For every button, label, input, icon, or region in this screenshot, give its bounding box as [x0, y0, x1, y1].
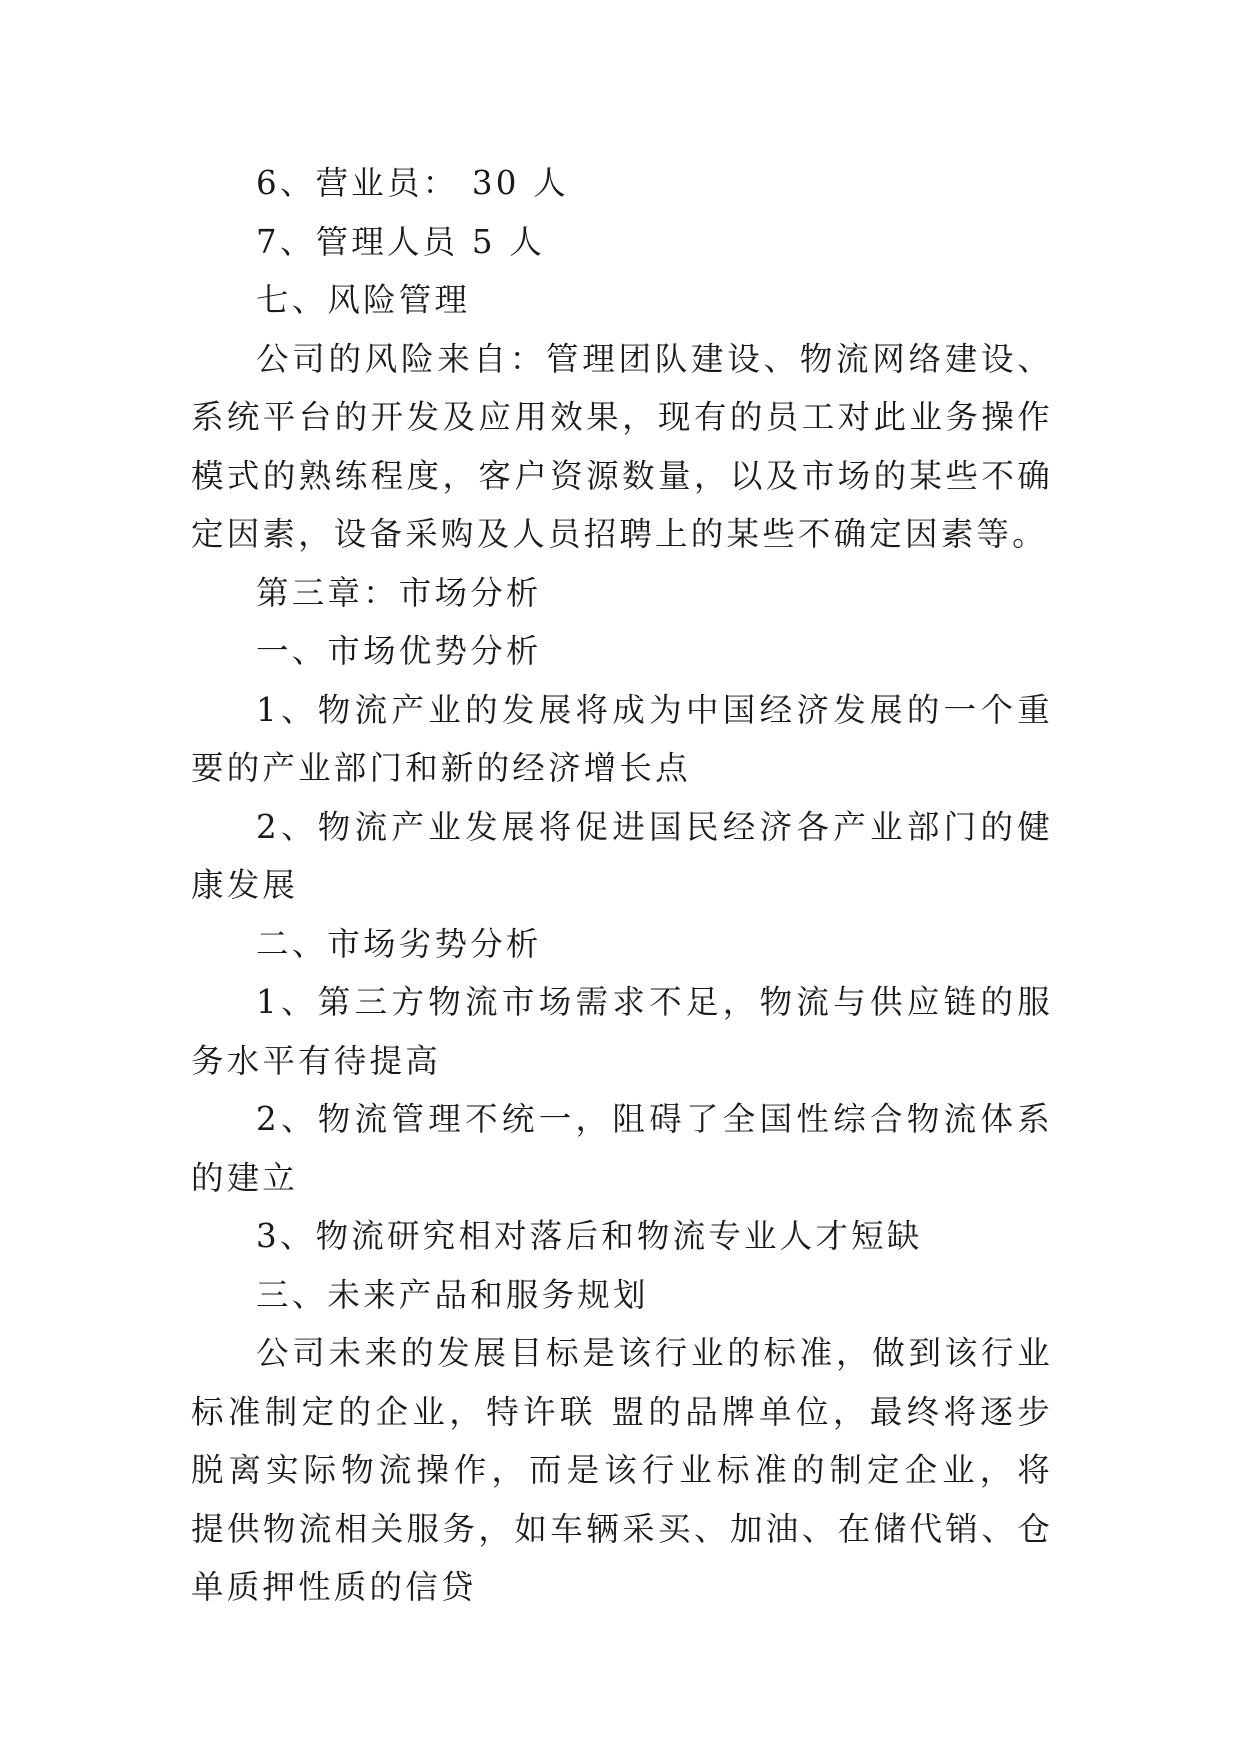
- section-heading-market-disadvantages: 二、市场劣势分析: [256, 924, 542, 963]
- section-heading-future-plans: 三、未来产品和服务规划: [256, 1275, 649, 1314]
- disadvantage-item-3: 3、物流研究相对落后和物流专业人才短缺: [256, 1217, 923, 1255]
- advantage-item-1: 1、物流产业的发展将成为中国经济发展的一个重要的产业部门和新的经济增长点: [191, 690, 1053, 787]
- disadvantage-item-2: 2、物流管理不统一，阻碍了全国性综合物流体系的建立: [191, 1100, 1053, 1197]
- advantage-item-2: 2、物流产业发展将促进国民经济各产业部门的健康发展: [191, 807, 1053, 904]
- staff-count-salesperson: 6、营业员： 30 人: [256, 164, 569, 202]
- section-heading-risk-management: 七、风险管理: [256, 281, 471, 319]
- disadvantage-item-1: 1、第三方物流市场需求不足，物流与供应链的服务水平有待提高: [191, 983, 1053, 1080]
- chapter-heading-market-analysis: 第三章：市场分析: [256, 573, 542, 612]
- staff-count-management: 7、管理人员 5 人: [256, 222, 546, 261]
- future-plans-paragraph: 公司未来的发展目标是该行业的标准，做到该行业标准制定的企业，特许联 盟的品牌单位，最终将逐步脱离实际物流操作，而是该行业标准的制定企业，将 提供物流相关服务，如车辆采买、加油、在储代销、仓单质押性质的信贷: [191, 1334, 1053, 1606]
- risk-description-paragraph: 公司的风险来自：管理团队建设、物流网络建设、系统平台的开发及应用效果，现有的员工对此业务操作模式的熟练程度，客户资源数量，以及市场的某些不确定因素，设备采购及人员招聘上的某些不确定因素等。: [191, 339, 1053, 553]
- document-body: [191, 154, 1053, 1617]
- section-heading-market-advantages: 一、市场优势分析: [256, 632, 542, 670]
